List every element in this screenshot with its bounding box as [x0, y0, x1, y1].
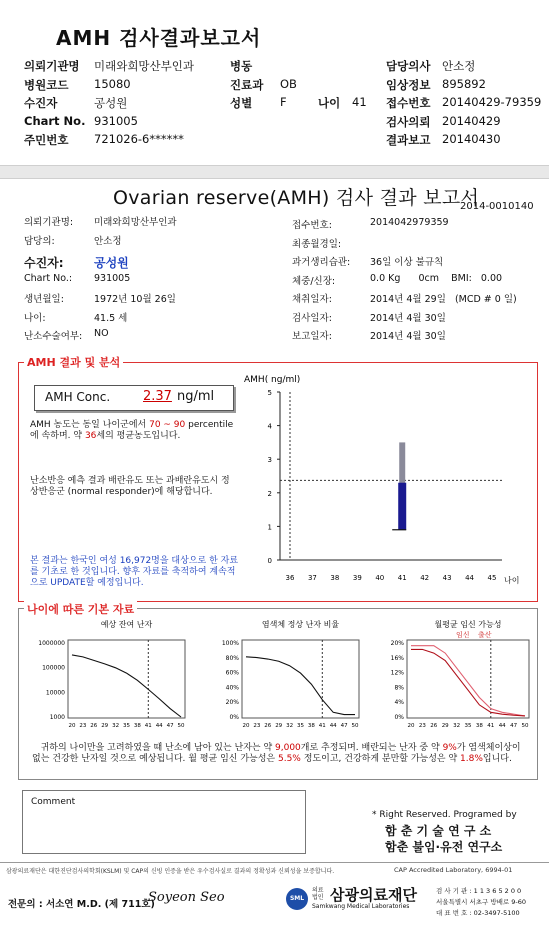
mini-xtick: 35: [123, 723, 130, 729]
amh-xtick: 37: [307, 574, 317, 582]
info-value-left-2: 공성원: [94, 256, 129, 270]
info-label-left-0: 의뢰기관명:: [24, 217, 74, 228]
mini-ytick: 16%: [390, 654, 404, 662]
header-v1-4: 721026-6******: [94, 132, 184, 146]
header-v2-1: OB: [280, 76, 297, 91]
mini-xtick: 29: [101, 723, 109, 729]
mini-series-line: [246, 657, 355, 715]
amh-ytick: 0: [267, 557, 272, 565]
mini-xtick: 32: [112, 723, 120, 729]
mini-chart-title: 예상 잔여 난자: [100, 620, 153, 629]
amh-xtick: 41: [397, 574, 407, 582]
header-v1-3: 931005: [94, 113, 138, 128]
amh-ytick: 4: [267, 422, 272, 431]
footer-divider: [0, 862, 549, 863]
amh-age-chart: [240, 368, 530, 590]
report-number: 2014-0010140: [460, 201, 534, 212]
amh-conc-box: [34, 385, 234, 411]
age-s2c: 정도이고,: [303, 754, 342, 764]
info-label-right-2: 과거생리습관:: [292, 257, 351, 268]
mini-ytick: 10000: [45, 689, 65, 697]
mini-xtick: 26: [430, 723, 438, 729]
info-value-right-2: 36일 이상 불규칙: [370, 257, 444, 268]
info-value-right-3: 0.0 Kg 0cm BMI: 0.00: [370, 272, 503, 284]
header-v4-0: 안소정: [442, 59, 476, 73]
mini-ytick: 100%: [221, 640, 239, 647]
mini-xtick: 47: [166, 723, 174, 729]
amh-ytick: 2: [267, 489, 272, 498]
mini-chart-title: 염색체 정상 난자 비율: [261, 620, 340, 629]
header-v4-1: 895892: [442, 76, 486, 91]
footer-addr-3: 대 표 번 호 : 02-3497-5100: [436, 909, 520, 917]
amh-xlabel: 나이: [504, 576, 520, 585]
mini-series-line: [411, 646, 525, 716]
mini-xtick: 47: [340, 723, 348, 729]
mini-xtick: 38: [475, 723, 483, 729]
age-s1-val: 9,000: [275, 743, 301, 753]
age-s3b: 입니다.: [482, 754, 512, 764]
info-label-left-5: 나이:: [24, 312, 46, 324]
mini-xtick: 20: [407, 723, 415, 729]
amh-xtick: 45: [487, 574, 497, 582]
mini-chart-title: 월평균 임신 가능성: [434, 620, 502, 629]
mini-xtick: 35: [297, 723, 304, 729]
amh-section-label: AMH 결과 및 분석: [24, 354, 123, 370]
amh-ytick: 5: [267, 389, 272, 397]
age-s1b: 개로 추정되며. 배란되는 난자 중: [300, 743, 429, 753]
header-l4-0: 담당의사: [386, 59, 431, 73]
header-l4-2: 접수번호: [386, 96, 431, 110]
info-label-right-3: 체중/신장:: [292, 275, 336, 287]
amh-xtick: 40: [375, 574, 385, 582]
mini-xtick: 26: [264, 723, 272, 729]
header-l4-3: 검사의뢰: [386, 114, 431, 129]
page-separator: [0, 165, 549, 179]
info-label-right-5: 검사일자:: [292, 312, 332, 324]
mini-ytick: 20%: [390, 640, 404, 647]
credit-line-1: * Right Reserved. Programed by: [372, 810, 517, 820]
age-s2-val2: 5.5%: [277, 754, 301, 764]
mini-xtick: 26: [90, 723, 98, 729]
comment-box: [22, 790, 306, 854]
info-label-left-3: Chart No.:: [24, 272, 73, 284]
mini-ytick: 4%: [394, 699, 404, 707]
interp-text-c: 세의 평균농도입니다.: [96, 431, 181, 441]
header-l1-2: 수진자: [24, 96, 58, 110]
amh-range-inner-bar: [398, 483, 406, 530]
mini-xtick: 35: [464, 723, 472, 729]
mini-ytick: 8%: [394, 684, 404, 692]
pregnancy-chance-chart: [365, 618, 535, 738]
amh-conc-unit: ng/ml: [177, 389, 215, 404]
header-v4-3: 20140429: [442, 113, 501, 128]
mini-xtick: 23: [253, 723, 261, 729]
header-v4-4: 20140430: [442, 132, 501, 146]
mini-xtick: 29: [275, 723, 283, 729]
mini-legend-2: 출산: [478, 631, 492, 639]
amh-ytick: 1: [267, 523, 272, 532]
mini-ytick: 40%: [225, 684, 239, 692]
info-value-left-3: 931005: [94, 272, 131, 284]
header-l1-3: Chart No.: [24, 113, 86, 128]
header-l1-0: 의뢰기관명: [24, 59, 80, 73]
mini-xtick: 38: [133, 723, 141, 729]
interp-percentile: 70 ~ 90: [149, 420, 186, 430]
header-l1-1: 병원코드: [24, 77, 69, 92]
sml-logo-icon: SML: [286, 888, 308, 910]
age-s2a: 약: [430, 743, 440, 753]
mini-ytick: 100000: [42, 664, 65, 672]
mini-ytick: 0%: [229, 714, 239, 721]
header-l4-4: 결과보고: [386, 133, 431, 147]
mini-xtick: 32: [453, 723, 461, 729]
age-s3-val: 1.8%: [460, 754, 483, 764]
org-prefix: 의료 법인: [312, 887, 324, 901]
mini-ytick: 1000: [49, 714, 65, 721]
header-l4-1: 임상정보: [386, 77, 431, 92]
mini-xtick: 41: [487, 723, 495, 729]
mini-xtick: 20: [242, 723, 250, 729]
amh-xtick: 38: [330, 574, 340, 582]
mini-xtick: 50: [177, 723, 185, 729]
interp-age: 36: [84, 431, 97, 441]
amh-xtick: 39: [352, 574, 362, 582]
header-v4-2: 20140429-79359: [442, 95, 542, 109]
info-label-right-0: 접수번호:: [292, 220, 332, 231]
signature-image: Soyeon Seo: [148, 890, 225, 905]
header-l2-0: 병동: [230, 59, 253, 73]
org-name: 삼광의료재단: [330, 886, 417, 904]
mini-xtick: 41: [144, 723, 152, 729]
mini-xtick: 23: [79, 723, 87, 729]
info-label-left-4: 생년월일:: [24, 294, 64, 305]
header-l3-2: 나이: [318, 96, 341, 110]
mini-xtick: 41: [318, 723, 326, 729]
mini-ytick: 12%: [390, 669, 404, 677]
info-value-right-4: 2014년 4월 29일 (MCD # 0 일): [370, 294, 517, 305]
mini-chart-frame: [242, 640, 359, 718]
mini-xtick: 29: [441, 723, 449, 729]
mini-xtick: 50: [351, 723, 359, 729]
mini-legend-1: 임신: [456, 631, 470, 639]
info-value-right-5: 2014년 4월 30일: [370, 312, 446, 324]
mini-xtick: 44: [155, 723, 163, 729]
remaining-eggs-chart: [26, 618, 191, 738]
age-summary-text: [32, 743, 532, 765]
amh-interpretation: [30, 420, 238, 442]
mini-ytick: 60%: [225, 669, 239, 677]
amh-xtick: 36: [285, 574, 295, 582]
comment-label: Comment: [31, 797, 76, 807]
age-s2b: 가 염색체이상이 없는 건강한 난자일 것으로 예상됩니다. 월 평균 임신 가능성은: [32, 743, 521, 764]
info-value-left-0: 미래와희망산부인과: [94, 217, 177, 228]
header-l2-2: 성별: [230, 96, 253, 110]
mini-xtick: 47: [510, 723, 518, 729]
report-header-title: AMH 검사결과보고서: [56, 26, 262, 50]
credit-line-3: 함춘 불임·유전 연구소: [385, 840, 503, 854]
mini-series-line: [72, 655, 181, 717]
mini-xtick: 32: [286, 723, 294, 729]
header-v2-2: F: [280, 95, 287, 109]
header-l1-4: 주민번호: [24, 133, 69, 147]
mini-ytick: 1000000: [38, 640, 65, 647]
header-v1-1: 15080: [94, 76, 131, 91]
info-label-left-1: 담당의:: [24, 235, 55, 247]
info-value-right-6: 2014년 4월 30일: [370, 331, 446, 342]
age-s2-val: 9%: [442, 743, 457, 753]
info-value-left-1: 안소정: [94, 235, 122, 247]
info-value-right-0: 2014042979359: [370, 217, 449, 228]
amh-data-note: 본 결과는 한국인 여성 16,972명을 대상으로 한 자료를 기초로 한 것입니다. 향후 자료를 축적하여 계속적으로 UPDATE할 예정입니다.: [30, 556, 239, 588]
amh-xtick: 44: [465, 574, 475, 582]
info-label-left-2: 수진자:: [24, 256, 64, 270]
header-v1-2: 공성원: [94, 96, 128, 110]
mini-ytick: 0%: [394, 714, 404, 721]
amh-xtick: 42: [420, 574, 430, 582]
mini-chart-frame: [407, 640, 529, 718]
info-value-left-6: NO: [94, 328, 109, 339]
interp-text-b: percentile에 속하며. 약: [30, 420, 234, 441]
info-label-right-6: 보고일자:: [292, 331, 332, 342]
amh-ytick: 3: [267, 456, 272, 465]
org-name-en: Samkwang Medical Laboratories: [312, 903, 410, 910]
footer-addr-2: 서울특별시 서초구 방배로 9-60: [436, 898, 527, 906]
mini-ytick: 20%: [225, 699, 239, 707]
amh-xtick: 43: [442, 574, 452, 582]
amh-response-text: 난소반응 예측 결과 배란유도 또는 과배란유도시 정상반응군 (normal responder)에 해당합니다.: [30, 476, 230, 497]
normal-egg-ratio-chart: [200, 618, 365, 738]
mini-xtick: 20: [68, 723, 76, 729]
amh-ylabel: AMH( ng/ml): [244, 375, 301, 385]
footer-cap: CAP Accredited Laboratory, 6994-01: [394, 866, 513, 874]
footer-specialist: 전문의 : 서소연 M.D. (제 711호): [8, 899, 155, 910]
info-value-left-5: 41.5 세: [94, 312, 128, 324]
amh-conc-value: 2.37: [143, 389, 172, 404]
age-section-label: 나이에 따른 기본 자료: [24, 601, 137, 617]
footer-notice: 삼광의료재단은 대한진단검사의학회(KSLM) 및 CAP의 신빙 인증을 받은 우수검사실로 결과의 정확성과 신뢰성을 보증합니다.: [6, 868, 335, 875]
info-value-left-4: 1972년 10월 26일: [94, 294, 176, 305]
mini-xtick: 44: [498, 723, 506, 729]
info-label-left-6: 난소수술여부:: [24, 331, 83, 342]
mini-xtick: 50: [521, 723, 529, 729]
age-s1: 귀하의 나이만을 고려하였을 때 난소에 남아 있는 난자는 약: [40, 743, 273, 753]
mini-xtick: 23: [418, 723, 426, 729]
header-v1-0: 미래와희망산부인과: [94, 59, 194, 73]
interp-text-a: AMH 농도는 동일 나이군에서: [30, 420, 147, 430]
credit-line-2: 함 춘 기 술 연 구 소: [385, 824, 492, 838]
header-l2-1: 진료과: [230, 77, 264, 92]
age-s3a: 건강하게 분만할 가능성은 약: [344, 754, 458, 764]
mini-xtick: 38: [307, 723, 315, 729]
amh-conc-label: AMH Conc.: [45, 390, 111, 404]
header-v3-2: 41: [352, 95, 367, 109]
report-title: Ovarian reserve(AMH) 검사 결과 보고서: [113, 187, 480, 209]
mini-ytick: 80%: [225, 654, 239, 662]
info-label-right-4: 채취일자:: [292, 294, 332, 305]
info-label-right-1: 최종월경일:: [292, 238, 342, 250]
footer-addr-1: 검 사 기 관 : 1 1 3 6 5 2 0 0: [436, 887, 522, 895]
mini-xtick: 44: [329, 723, 337, 729]
